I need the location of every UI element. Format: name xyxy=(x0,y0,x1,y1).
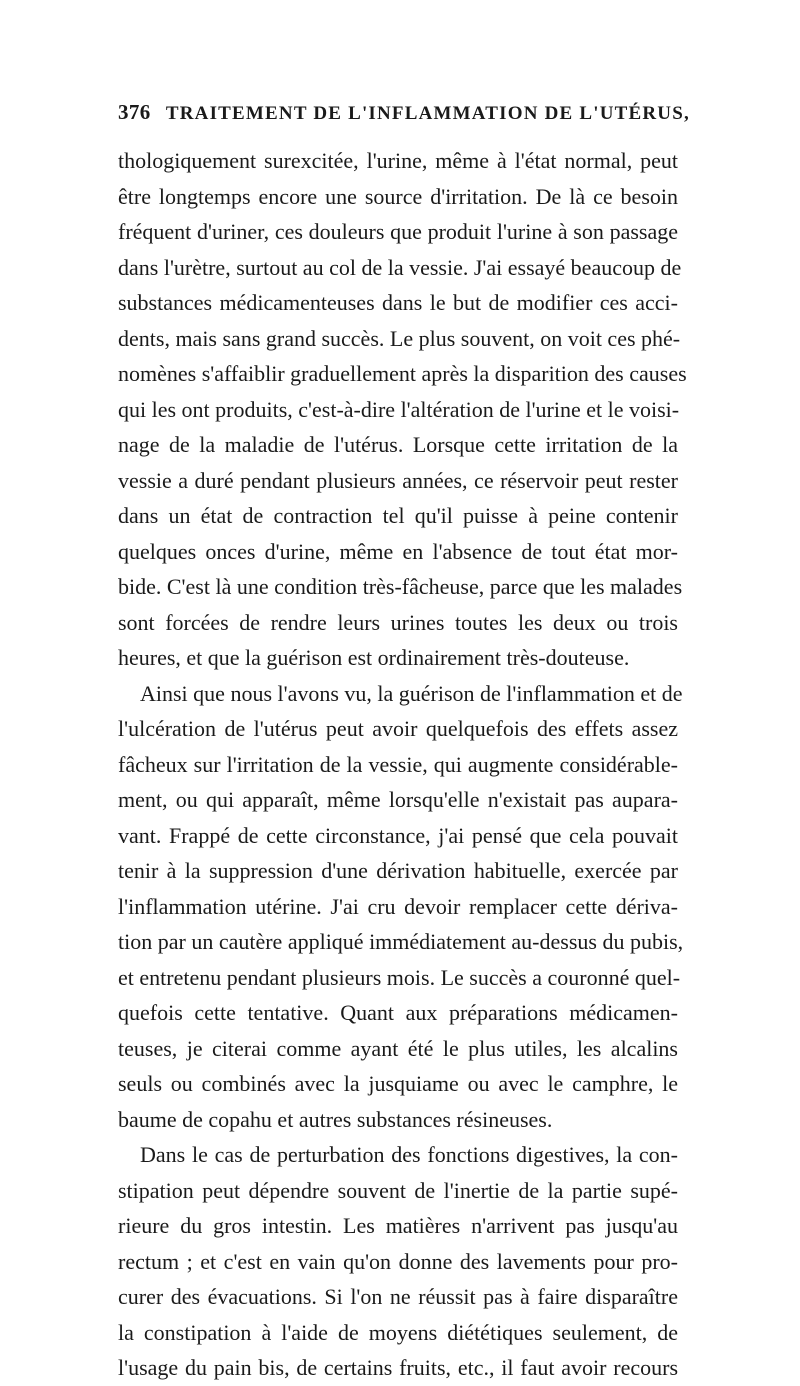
running-head-title: TRAITEMENT DE L'INFLAMMATION DE L'UTÉRUS, xyxy=(165,103,690,124)
text-line: heures, et que la guérison est ordinairement très-douteuse. xyxy=(118,645,630,670)
running-head xyxy=(118,100,690,130)
text-line: être longtemps encore une source d'irritation. De là ce besoin xyxy=(118,183,678,209)
text-line: nomènes s'affaiblir graduellement après la disparition des causes xyxy=(118,361,687,386)
text-line: vessie a duré pendant plusieurs années, ce réservoir peut rester xyxy=(118,467,678,493)
body-text xyxy=(118,143,687,1386)
text-line: stipation peut dépendre souvent de l'inertie de la partie supé- xyxy=(118,1177,678,1203)
text-line: quelques onces d'urine, même en l'absence de tout état mor- xyxy=(118,538,678,564)
text-line: dans un état de contraction tel qu'il puisse à peine contenir xyxy=(118,503,678,528)
text-line: l'inflammation utérine. J'ai cru devoir remplacer cette dériva- xyxy=(118,893,678,919)
text-line: bide. C'est là une condition très-fâcheuse, parce que les malades xyxy=(118,574,683,599)
text-line: Ainsi que nous l'avons vu, la guérison de l'inflammation et de xyxy=(140,680,683,706)
text-line: substances médicamenteuses dans le but de modifier ces acci- xyxy=(118,290,678,315)
text-line: curer des évacuations. Si l'on ne réussit pas à faire disparaître xyxy=(118,1284,678,1309)
text-line: rectum ; et c'est en vain qu'on donne des lavements pour pro- xyxy=(118,1248,678,1274)
text-line: rieure du gros intestin. Les matières n'arrivent pas jusqu'au xyxy=(118,1213,678,1238)
text-line: nage de la maladie de l'utérus. Lorsque cette irritation de la xyxy=(118,432,678,457)
text-line: baume de copahu et autres substances résineuses. xyxy=(118,1106,553,1132)
text-line: teuses, je citerai comme ayant été le plus utiles, les alcalins xyxy=(118,1035,678,1061)
text-line: tion par un cautère appliqué immédiatement au-dessus du pubis, xyxy=(118,929,684,954)
text-line: ment, ou qui apparaît, même lorsqu'elle n'existait pas aupara- xyxy=(118,787,678,812)
text-line: la constipation à l'aide de moyens diététiques seulement, de xyxy=(118,1319,678,1345)
text-line: sont forcées de rendre leurs urines toutes les deux ou trois xyxy=(118,609,678,635)
text-line: seuls ou combinés avec la jusquiame ou avec le camphre, le xyxy=(118,1071,678,1096)
text-line: qui les ont produits, c'est-à-dire l'altération de l'urine et le voisi- xyxy=(118,396,680,422)
text-line: l'usage du pain bis, de certains fruits, etc., il faut avoir recours xyxy=(118,1355,678,1380)
text-line: quefois cette tentative. Quant aux préparations médicamen- xyxy=(118,1000,678,1025)
page-number: 376 xyxy=(118,100,151,124)
text-line: Dans le cas de perturbation des fonctions digestives, la con- xyxy=(140,1142,678,1167)
text-line: l'ulcération de l'utérus peut avoir quelquefois des effets assez xyxy=(118,716,678,741)
text-line: tenir à la suppression d'une dérivation habituelle, exercée par xyxy=(118,858,678,883)
text-line: vant. Frappé de cette circonstance, j'ai pensé que cela pouvait xyxy=(118,822,678,848)
text-line: thologiquement surexcitée, l'urine, même à l'état normal, peut xyxy=(118,148,678,173)
text-line: dents, mais sans grand succès. Le plus souvent, on voit ces phé- xyxy=(118,325,681,351)
text-line: et entretenu pendant plusieurs mois. Le succès a couronné quel- xyxy=(118,964,681,990)
text-line: dans l'urètre, surtout au col de la vessie. J'ai essayé beaucoup de xyxy=(118,254,682,280)
text-line: fréquent d'uriner, ces douleurs que produit l'urine à son passage xyxy=(118,219,678,244)
text-line: fâcheux sur l'irritation de la vessie, qui augmente considérable- xyxy=(118,751,678,777)
